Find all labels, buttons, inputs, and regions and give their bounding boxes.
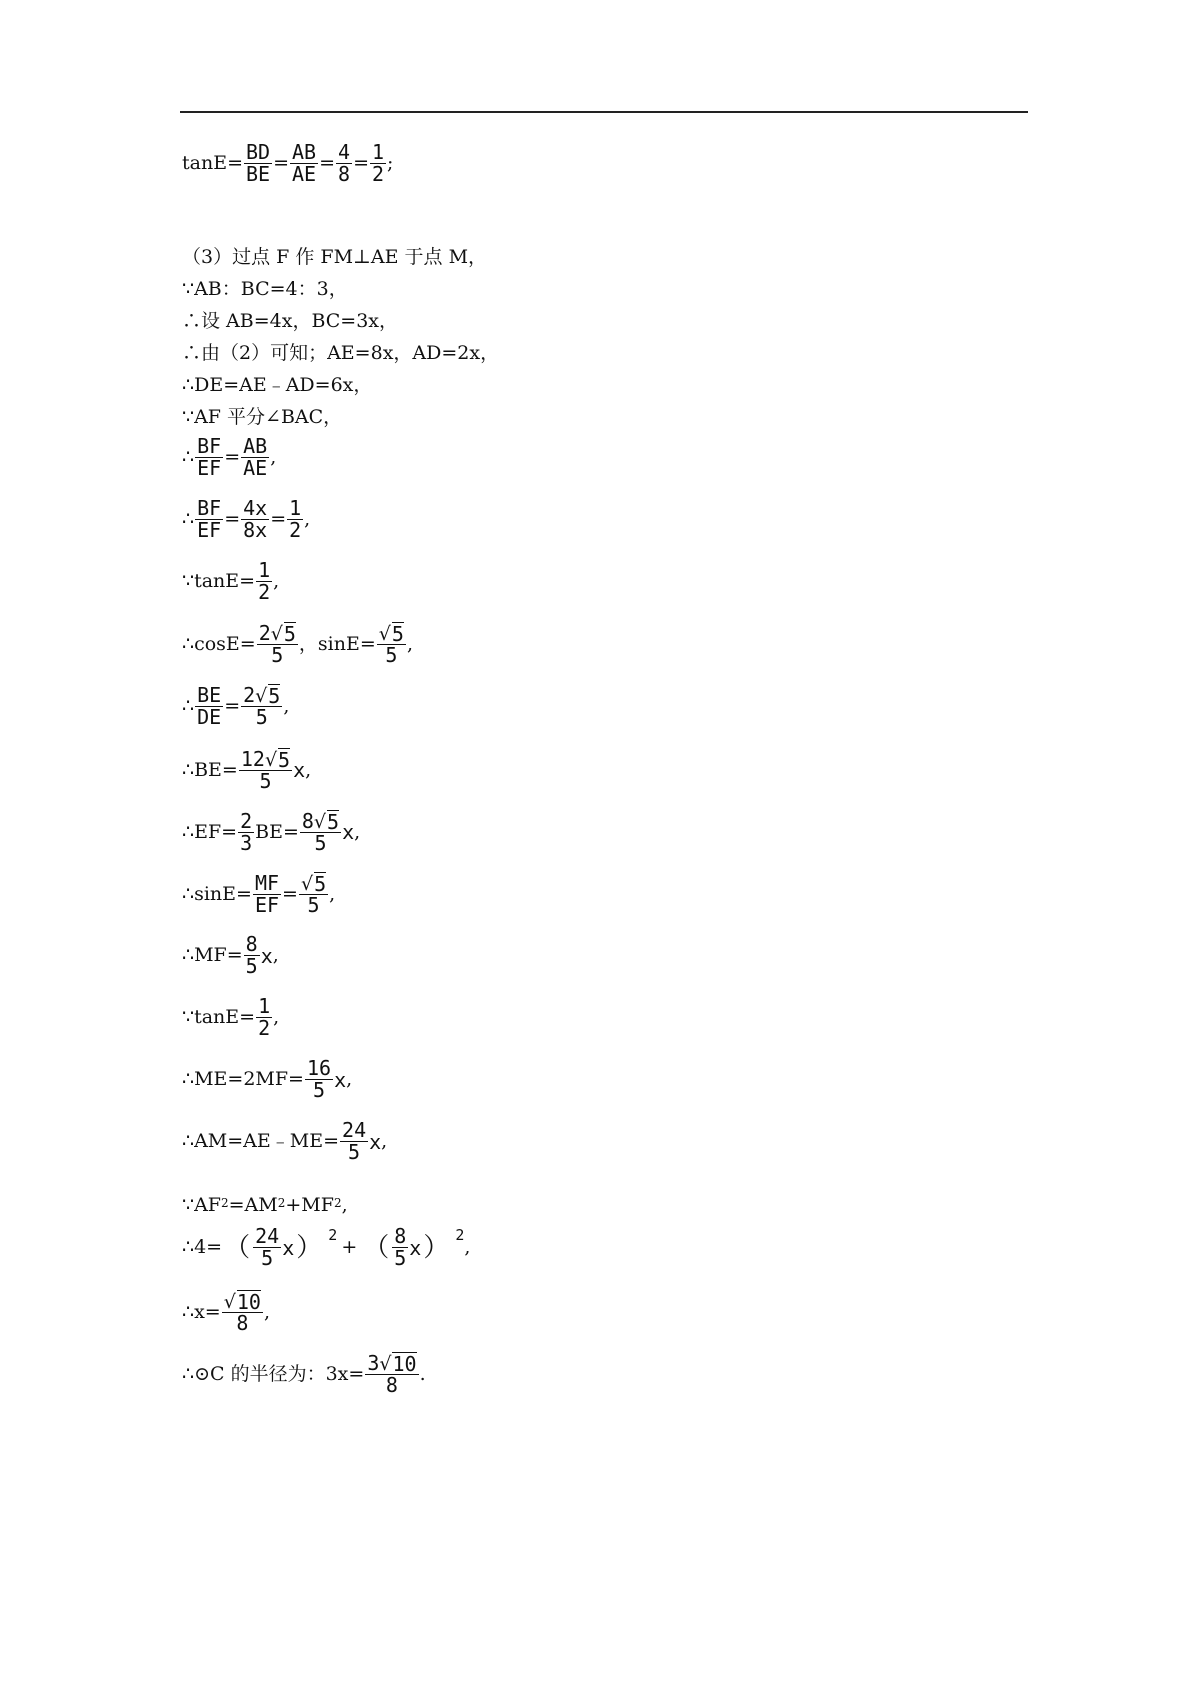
fraction [305,1058,333,1101]
text: BE= [255,820,299,843]
text: ∵AB：BC=4：3， [182,278,348,300]
equals: = [224,446,241,468]
eq-be-de [182,684,289,728]
fraction [239,748,292,792]
eq-radius [182,1352,426,1396]
radical-sign: √ [313,811,327,833]
fraction [365,1352,418,1396]
punct: , [354,820,361,843]
coefficient: 2 [258,621,271,645]
eq-x [182,1290,270,1334]
numerator: MF [254,870,280,895]
numerator [239,748,292,771]
numerator: 1 [289,496,302,520]
coefficient: 3 [367,1351,380,1375]
fraction [241,684,282,728]
fraction [222,1290,263,1334]
punct: . [419,1362,426,1385]
eq-tanE-ratio [182,142,393,185]
text: ∴ [182,508,195,530]
exponent: 2 [455,1226,465,1244]
fraction [392,1226,408,1269]
fraction [253,870,281,917]
denominator: EF [254,892,280,917]
paren-left: （ [224,1232,251,1263]
numerator: 24 [342,1118,367,1142]
eq-cos-sin [182,622,413,666]
numerator: 24 [255,1224,280,1248]
fraction [377,622,406,666]
radicand: 5 [314,872,327,896]
fraction [195,682,223,729]
punct: , [305,758,312,781]
text: ∴由（2）可知；AE=8x，AD=2x， [182,342,500,364]
step-line [182,280,348,299]
eq-solve [182,1226,470,1269]
denominator: 3 [240,830,253,855]
text: ∴设 AB=4x，BC=3x， [182,310,399,332]
variable: x [282,1235,295,1260]
numerator: 16 [306,1056,332,1080]
punct: , [273,570,280,592]
numerator: 8 [245,932,258,956]
text: ∴cosE= [182,632,256,655]
paren-left: （ [363,1232,390,1263]
eq-bf-ef-ratio [182,436,276,479]
text: ∴ [182,694,195,717]
sqrt [301,872,326,894]
punct: , [346,1068,353,1090]
text: ∴4= [182,1236,223,1258]
punct: , [406,632,413,655]
fraction [290,142,318,185]
denominator: EF [197,456,222,480]
radicand: 10 [236,1290,261,1314]
sqrt [271,622,296,644]
denominator: DE [197,704,222,729]
denominator: 8 [236,1311,249,1335]
equals: = [282,882,298,905]
equals: = [224,694,241,717]
text: （3）过点 F 作 FM⊥AE 于点 M， [182,246,488,268]
eq-sinE [182,872,335,916]
numerator [300,810,341,833]
fraction [336,142,352,185]
denominator: 5 [314,831,327,855]
denominator: 5 [245,954,258,978]
variable: x [293,758,306,782]
text: ∴MF= [182,944,243,966]
equals: = [224,508,241,530]
variable: x [260,943,273,968]
equals: = [270,508,287,530]
text: ∴DE=AE﹣AD=6x， [182,374,373,396]
numerator [299,872,328,895]
eq-me [182,1058,352,1101]
denominator: 5 [259,769,272,793]
denominator: 5 [394,1246,407,1270]
denominator: 8x [243,518,268,542]
numerator: 1 [258,994,271,1018]
fraction [287,498,303,541]
denominator: 5 [385,643,398,667]
eq-tanE [182,560,279,603]
radicand: 5 [327,810,340,834]
eq-am [182,1120,387,1163]
punct: , [270,446,277,468]
fraction [195,436,223,479]
punct: ; [387,152,394,174]
punct: , [304,508,311,530]
eq-pythagoras: ∵AF 2 =AM 2 +MF 2 , [182,1194,348,1216]
text: ∵AF [182,1194,221,1216]
numerator: 4 [338,140,351,164]
denominator: 5 [271,643,284,667]
punct: , [283,694,290,717]
numerator: 4x [243,496,268,520]
text: ∴EF= [182,820,238,843]
fraction [257,622,298,666]
equals: = [353,152,369,174]
punct: , [263,1300,270,1323]
numerator: AB [292,140,317,164]
step-line [182,376,372,395]
numerator [222,1290,263,1313]
radical-sign: √ [378,623,391,645]
sqrt [255,684,280,706]
denominator: 2 [258,580,271,604]
equals: = [319,152,336,174]
numerator: BE [197,682,222,707]
punct: , [464,1236,471,1258]
radicand: 5 [278,748,291,772]
fraction [241,436,269,479]
eq-mf [182,934,279,977]
fraction [253,1226,281,1269]
denominator: AE [292,162,317,186]
denominator: EF [197,518,222,542]
fraction [244,934,260,977]
fraction [241,498,269,541]
text: ∵tanE= [182,1006,256,1028]
fraction [256,996,272,1039]
numerator: BD [246,140,271,164]
numerator: 8 [394,1224,407,1248]
variable: x [342,820,355,844]
eq-tanE [182,996,279,1039]
radical-sign: √ [270,623,283,645]
step-line [182,344,499,363]
radicand: 10 [392,1352,417,1376]
eq-bf-ef-value [182,498,310,541]
sqrt [379,1352,416,1374]
punct: , [341,1194,348,1216]
denominator: 8 [385,1373,398,1397]
plus: + [341,1236,358,1258]
eq-ef [182,810,360,854]
denominator: BE [246,162,271,186]
radicand: 5 [391,622,404,646]
text: ∴sinE= [182,882,252,905]
fraction [244,142,272,185]
denominator: 2 [289,518,302,542]
numerator [241,684,282,707]
variable: x [409,1235,422,1260]
numerator [365,1352,418,1375]
numerator [257,622,298,645]
step-line [182,408,342,427]
denominator: 5 [307,893,320,917]
denominator: 2 [258,1016,271,1040]
coefficient: 2 [243,683,256,707]
numerator: BF [197,496,222,520]
fraction [370,142,386,185]
numerator: 1 [372,140,385,164]
punct: , [273,1006,280,1028]
radical-sign: √ [255,685,268,707]
text: ∴ME=2MF= [182,1068,304,1090]
denominator: 5 [313,1078,326,1102]
text: ∴x= [182,1300,221,1323]
text: ∵AF 平分∠BAC， [182,406,343,428]
fraction [340,1120,368,1163]
denominator: AE [243,456,268,480]
text: ∴ [182,446,195,468]
text: +MF [285,1194,334,1216]
variable: x [334,1067,347,1092]
sqrt [265,748,290,770]
punct: , [381,1130,388,1152]
text: tanE= [182,152,243,174]
punct: , [329,882,336,905]
exponent: 2 [328,1226,338,1244]
sqrt [314,810,339,832]
fraction [300,810,341,854]
denominator: 2 [372,162,385,186]
fraction [256,560,272,603]
step-line [182,312,398,331]
radicand: 5 [283,622,296,646]
radical-sign: √ [379,1353,392,1375]
paren-right: ） [423,1232,450,1263]
radical-sign: √ [264,749,278,771]
text: ∴⊙C 的半径为：3x= [182,1362,365,1385]
fraction [299,872,328,916]
text: ，sinE= [298,632,376,655]
header-rule [180,111,1028,113]
numerator: BF [197,434,222,458]
fraction [195,498,223,541]
punct: , [272,944,279,966]
sqrt [379,622,404,644]
sqrt [224,1290,261,1312]
eq-be [182,748,311,792]
radical-sign: √ [300,873,314,895]
numerator [377,622,406,645]
numerator: 2 [240,808,253,833]
coefficient: 12 [240,747,265,771]
denominator: 5 [255,705,268,729]
denominator: 5 [261,1246,274,1270]
text: ∴BE= [182,758,238,781]
paren-right: ） [296,1232,323,1263]
coefficient: 8 [301,809,314,833]
text: ∵tanE= [182,570,256,592]
text: ∴AM=AE﹣ME= [182,1130,340,1152]
fraction [238,808,254,855]
denominator: 5 [348,1140,361,1164]
numerator: 1 [258,558,271,582]
denominator: 8 [338,162,351,186]
equals: = [273,152,290,174]
text: =AM [228,1194,278,1216]
numerator: AB [243,434,268,458]
radicand: 5 [268,684,281,708]
radical-sign: √ [223,1291,236,1313]
step-heading [182,248,487,267]
variable: x [369,1129,382,1154]
